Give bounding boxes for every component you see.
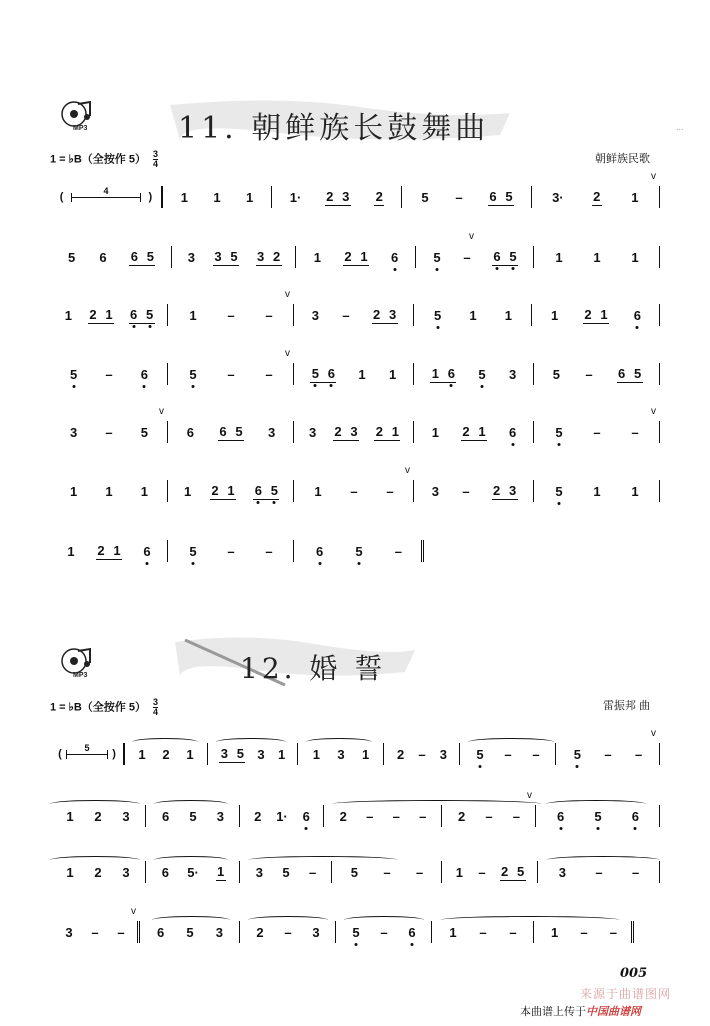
score-row: 1 2 1 6 5 1 – – v 3 – 2 3 5 1 1 1 2 1 6: [50, 301, 660, 329]
footer-site: 中国曲谱网: [586, 1006, 641, 1018]
watermark-text: 来源于曲谱图网: [580, 987, 672, 1001]
score-row: 1 2 1 6 5 – – 6 5 –: [50, 537, 430, 565]
score-row: 3 – – v 6 5 3 2 – 3 5 – 6 1 – – 1 – –: [50, 918, 660, 946]
intro-rest-bar: 5: [66, 754, 108, 755]
svg-text:MP3: MP3: [73, 672, 88, 679]
song-title: 11. 朝鲜族长鼓舞曲: [178, 111, 490, 146]
score-row: ( 4 ) 1 1 1 1· 2 3 2 5 – 6 5 3· 2 1 v: [50, 183, 660, 211]
key-signature: 1 = ♭B（全按作 5） $\frac{3}{4}$: [50, 697, 159, 717]
score-row: 1 2 3 6 5· 1 3 5 – 5 – – 1 – 2 5 3 – –: [50, 858, 660, 886]
composer-credit: 朝鲜族民歌: [595, 153, 650, 165]
score-row: 1 2 3 6 5 3 2 1· 6 2 – – – 2 – – v 6 5 6: [50, 802, 660, 830]
svg-text:MP3: MP3: [73, 125, 88, 132]
mp3-disc-icon: [60, 100, 94, 132]
intro-measure: ( 4 ): [50, 183, 162, 211]
time-signature: $\frac{3}{4}$: [153, 149, 159, 169]
score-row: 5 6 6 5 3 3 5 3 2 1 2 1 6 5 – 6 5 v 1 1 1: [50, 243, 660, 271]
key-signature: 1 = ♭B（全按作 5） $\frac{3}{4}$: [50, 149, 159, 169]
score-row: ( 5 ) 1 2 1 3 5 3 1 1 3 1 2 – 3 5 – – 5 – – v: [50, 740, 660, 768]
song-title: 12. 婚 誓: [240, 652, 387, 685]
score-row: 1 1 1 1 2 1 6 5 1 – – v 3 – 2 3 5 1 1: [50, 477, 660, 505]
intro-rest-bar: 4: [71, 197, 141, 198]
score-row: 3 – 5 v 6 6 5 3 3 2 3 2 1 1 2 1 6 5 – – v: [50, 418, 660, 446]
mp3-disc-icon: [60, 647, 94, 679]
corner-dots: ...: [676, 122, 684, 132]
footer-note: 本曲谱上传于中国曲谱网: [520, 1006, 641, 1018]
intro-measure: ( 5 ): [50, 740, 124, 768]
time-signature: $\frac{3}{4}$: [153, 697, 159, 717]
page-number: 005: [620, 966, 648, 981]
score-row: 5 – 6 5 – – v 5 6 1 1 1 6 5 3 5 – 6 5: [50, 360, 660, 388]
composer-credit: 雷振邦 曲: [602, 700, 650, 712]
